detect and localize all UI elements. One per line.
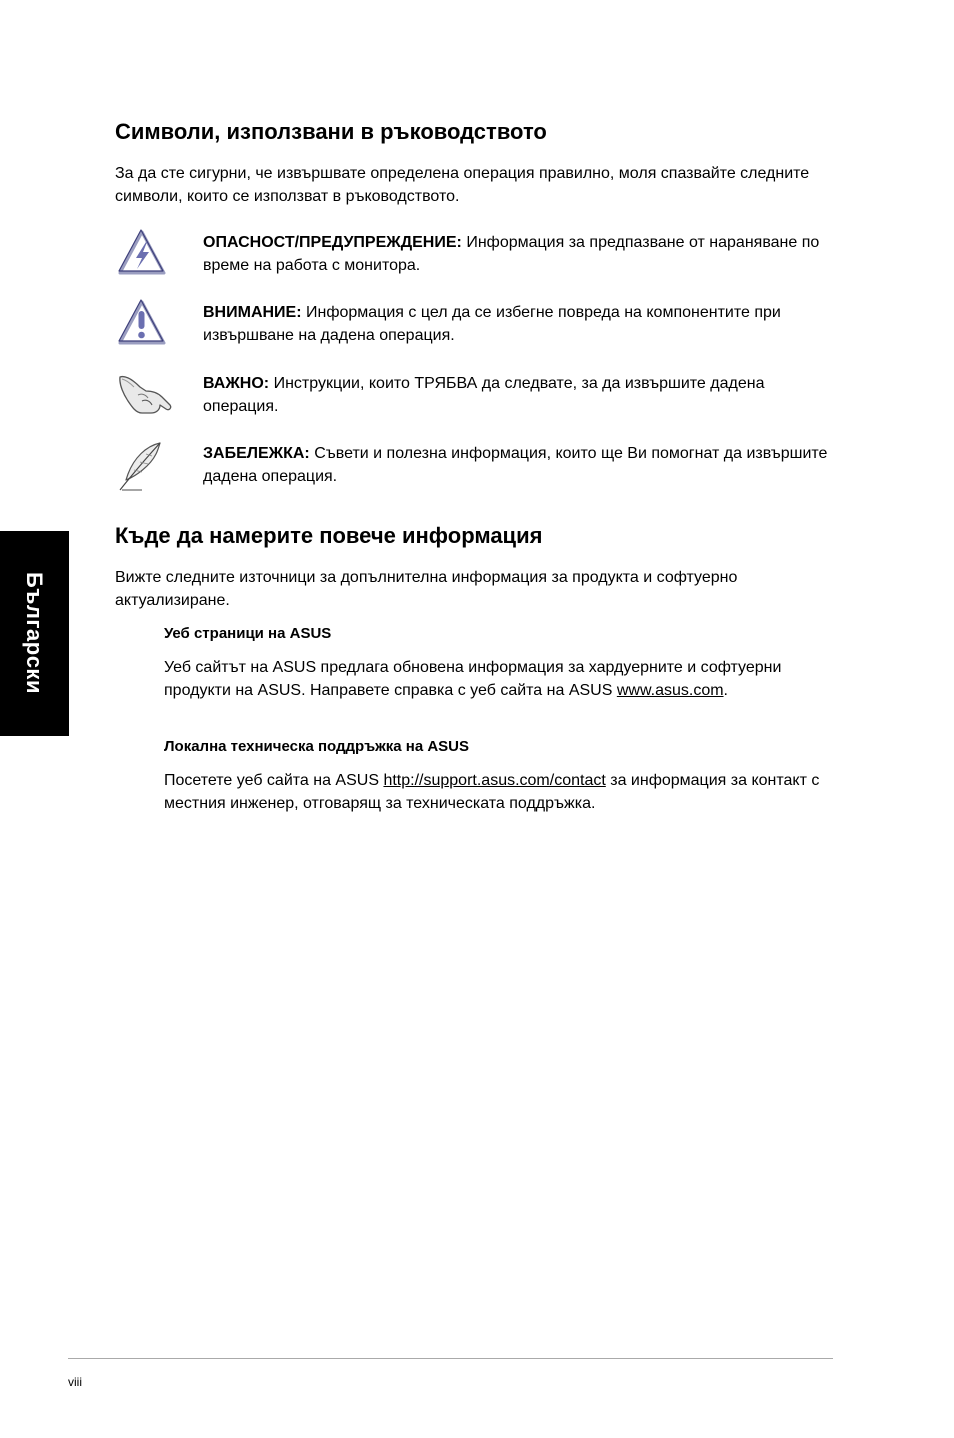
asus-websites-heading: Уеб страници на ASUS bbox=[164, 625, 332, 642]
caution-label: ВНИМАНИЕ: bbox=[203, 304, 302, 321]
caution-text: Информация с цел да се избегне повреда на компонентите при извършване на дадена операция. bbox=[203, 304, 781, 344]
asus-websites-body: Уеб сайтът на ASUS предлага обновена информация за хардуерните и софтуерни продукти на ASUS. Направете справка с уеб сайта на ASUS bbox=[164, 659, 782, 699]
more-info-intro: Вижте следните източници за допълнителна информация за продукта и софтуерно актуализиране. bbox=[115, 569, 738, 609]
feather-pen-icon bbox=[116, 440, 164, 494]
local-support-body-end: за информация за контакт с местния инженер, отговарящ за техническата поддръжка. bbox=[164, 772, 820, 812]
local-support-heading: Локална техническа поддръжка на ASUS bbox=[164, 738, 470, 755]
important-note bbox=[203, 372, 838, 418]
lightning-warning-icon bbox=[116, 227, 168, 279]
note-note bbox=[203, 442, 838, 488]
more-info-heading: Къде да намерите повече информация bbox=[115, 523, 543, 548]
exclamation-caution-icon bbox=[116, 297, 168, 349]
asus-website-link[interactable]: www.asus.com bbox=[616, 682, 724, 699]
asus-websites-text bbox=[164, 656, 824, 702]
language-tab-label: Български bbox=[22, 572, 47, 694]
note-text: Съвети и полезна информация, които ще Ви помогнат да извършите дадена операция. bbox=[203, 445, 828, 485]
important-text: Инструкции, които ТРЯБВА да следвате, за да извършите дадена операция. bbox=[203, 375, 765, 415]
language-side-tab bbox=[0, 531, 69, 736]
footer-divider bbox=[68, 1358, 833, 1359]
danger-warning-label: ОПАСНОСТ/ПРЕДУПРЕЖДЕНИЕ: bbox=[203, 234, 462, 251]
local-support-body-start: Посетете уеб сайта на ASUS bbox=[164, 772, 384, 789]
page-number: viii bbox=[68, 1375, 82, 1389]
pointing-hand-icon bbox=[116, 371, 174, 417]
caution-note bbox=[203, 301, 838, 347]
note-label: ЗАБЕЛЕЖКА: bbox=[203, 445, 310, 462]
support-contact-link[interactable]: http://support.asus.com/contact bbox=[383, 772, 606, 789]
symbols-intro: За да сте сигурни, че извършвате определена операция правилно, моля спазвайте следните символи, които се използват в ръководството. bbox=[115, 165, 810, 205]
danger-warning-text: Информация за предпазване от нараняване по време на работа с монитора. bbox=[203, 234, 820, 274]
important-label: ВАЖНО: bbox=[203, 375, 270, 392]
symbols-heading: Символи, използвани в ръководството bbox=[115, 119, 547, 144]
local-support-text bbox=[164, 769, 824, 815]
danger-warning-note bbox=[203, 231, 838, 277]
asus-websites-period: . bbox=[723, 682, 728, 699]
